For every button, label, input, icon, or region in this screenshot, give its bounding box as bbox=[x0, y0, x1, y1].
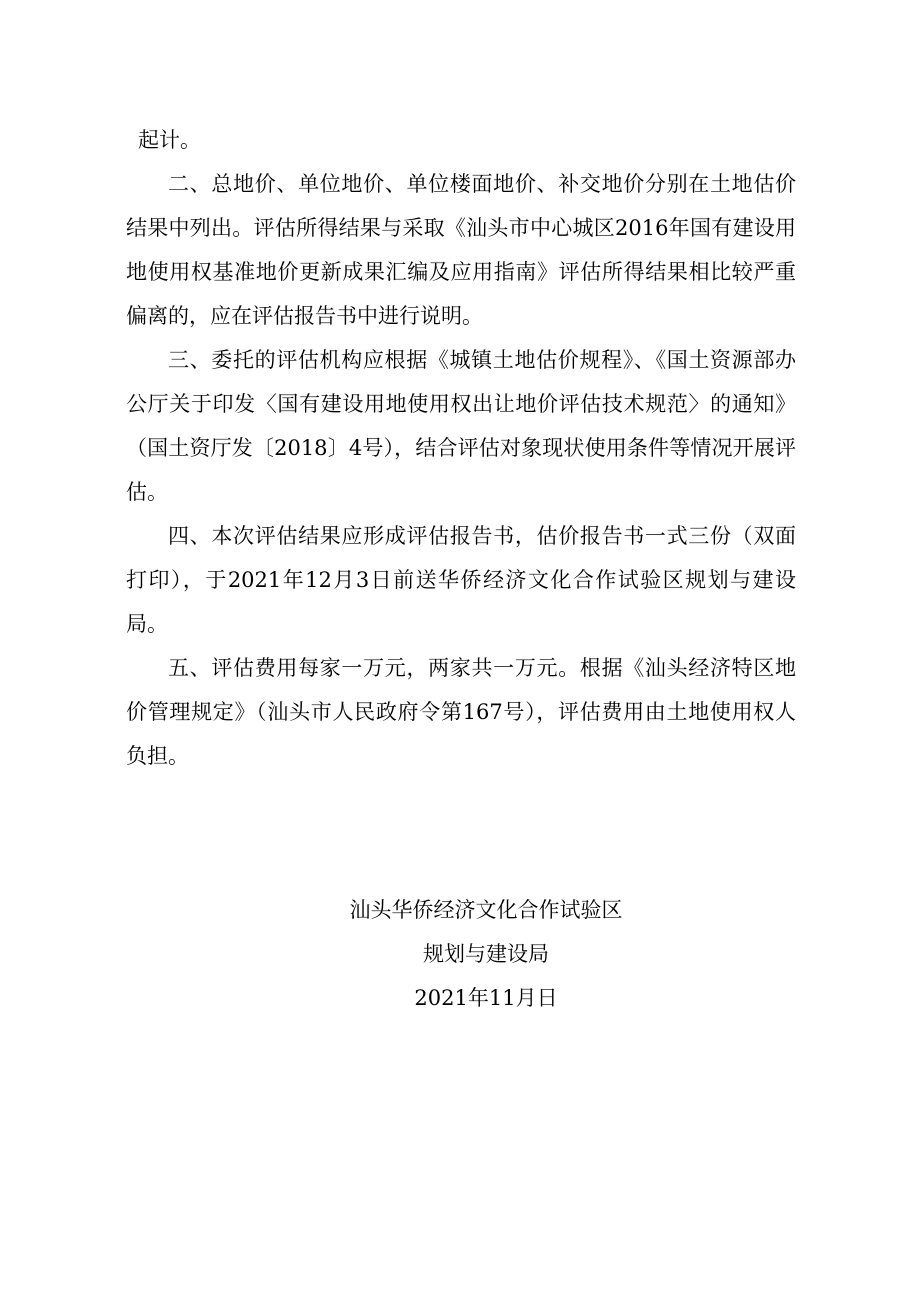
signature-block bbox=[226, 888, 746, 1020]
paragraph-continuation: 起计。 bbox=[138, 128, 201, 152]
signature-org-line2: 规划与建设局 bbox=[423, 942, 549, 966]
paragraph-item-5: 五、评估费用每家一万元，两家共一万元。根据《汕头经济特区地价管理规定》（汕头市人民政府令第167号），评估费用由土地使用权人负担。 bbox=[126, 656, 796, 768]
signature-date: 2021年11月日 bbox=[414, 986, 558, 1010]
document-body bbox=[126, 118, 796, 778]
paragraph-item-4: 四、本次评估结果应形成评估报告书，估价报告书一式三份（双面打印），于2021年12月3日前送华侨经济文化合作试验区规划与建设局。 bbox=[126, 524, 796, 636]
signature-org-line1: 汕头华侨经济文化合作试验区 bbox=[349, 898, 623, 922]
paragraph-item-2: 二、总地价、单位地价、单位楼面地价、补交地价分别在土地估价结果中列出。评估所得结果与采取《汕头市中心城区2016年国有建设用地使用权基准地价更新成果汇编及应用指南》评估所得结果相比较严重偏离的，应在评估报告书中进行说明。 bbox=[126, 172, 796, 328]
paragraph-item-3: 三、委托的评估机构应根据《城镇土地估价规程》、《国土资源部办公厅关于印发〈国有建设用地使用权出让地价评估技术规范〉的通知》（国土资厅发〔2018〕4号），结合评估对象现状使用条件等情况开展评估。 bbox=[126, 348, 796, 504]
